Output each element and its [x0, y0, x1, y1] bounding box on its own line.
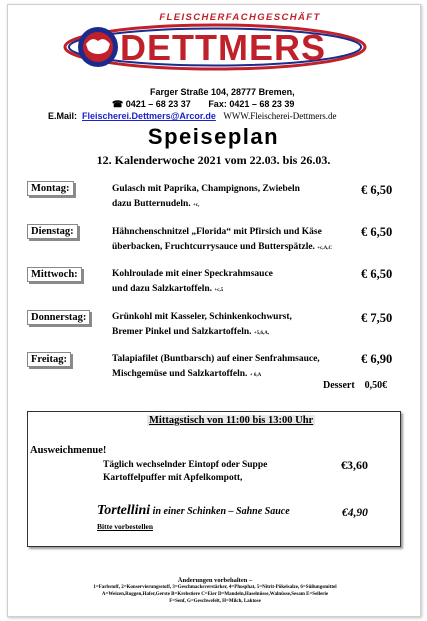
dish-price: € 6,50 — [361, 183, 393, 197]
phone-icon: ☎ — [112, 99, 124, 109]
contact-phone-row — [112, 99, 294, 110]
dettmers-logo — [60, 22, 370, 72]
dish-price: € 6,50 — [361, 225, 393, 239]
dish-price: € 6,90 — [361, 352, 393, 366]
dish-description: Talapiafilet (Buntbarsch) auf einer Senfrahmsauce, Mischgemüse und Salzkartoffeln. + 6,A — [112, 354, 320, 379]
address: Farger Straße 104, 28777 Bremen, — [150, 87, 295, 97]
alternative-menu-description: Täglich wechselnder Eintopf oder Suppe Kartoffelpuffer mit Apfelkompott, — [103, 460, 268, 483]
special-dish: Tortellini in einer Schinken – Sahne Sauce — [97, 503, 290, 518]
lunch-hours: Mittagstisch von 11:00 bis 13:00 Uhr — [149, 415, 314, 426]
dessert-price: 0,50€ — [364, 380, 388, 391]
week-range: 12. Kalenderwoche 2021 vom 22.03. bis 26.03. — [96, 153, 331, 167]
day-label: Mittwoch: — [27, 267, 82, 282]
dish-description: Kohlroulade mit einer Speckrahmsauce und dazu Salzkartoffeln. +c,5 — [112, 269, 273, 294]
dish-description: Grünkohl mit Kasseler, Schinkenkochwurst, Bremer Pinkel und Salzkartoffeln. +5,6,A, — [112, 312, 292, 337]
footer-allergens: A=Weizen,Roggen,Hafer,Gerste B=Krebstiere C=Eier D=Mandeln,Haselnüsse,Walnüsse,Sesam E=Sellerie — [101, 592, 329, 597]
footer-allergens-2: F=Senf, G=Geschwefelt, H=Milch, Laktose — [169, 599, 261, 604]
fax: Fax: 0421 – 68 23 39 — [208, 99, 295, 109]
alternative-menu-price: €3,60 — [341, 458, 368, 472]
page-title: Speiseplan — [147, 124, 280, 149]
footer-notice: Änderungen vorbehalten – — [177, 577, 253, 584]
contact-web-row — [48, 111, 337, 121]
brand-name: DETTMERS — [120, 27, 326, 68]
preorder-note: Bitte vorbestellen — [97, 522, 154, 531]
alternative-menu-title: Ausweichmenue! — [30, 445, 107, 456]
dish-price: € 6,50 — [361, 267, 393, 281]
logo-tagline: FLEISCHERFACHGESCHÄFT — [159, 12, 321, 23]
day-label: Donnerstag: — [27, 310, 90, 325]
website: WWW.Fleischerei-Dettmers.de — [223, 111, 337, 121]
special-dish-price: €4,90 — [342, 507, 368, 519]
dish-price: € 7,50 — [361, 311, 393, 325]
phone: 0421 – 68 23 37 — [125, 99, 191, 109]
dish-description: Gulasch mit Paprika, Champignons, Zwiebeln dazu Butternudeln. +c, — [112, 184, 300, 209]
dessert-row — [323, 380, 387, 391]
email-link[interactable]: Fleischerei.Dettmers@Arcor.de — [82, 111, 216, 121]
day-label: Freitag: — [27, 352, 71, 367]
day-label: Dienstag: — [27, 224, 78, 239]
dish-description: Hähnchenschnitzel „Florida“ mit Pfirsich und Käse überbacken, Fruchtcurrysauce und Butterspätzle. +c,A,C — [112, 227, 333, 252]
dessert-label: Dessert — [323, 380, 355, 391]
footer-additives: 1=Farbstoff, 2=Konservierungsstoff, 3=Geschmacksverstärker, 4=Phosphat, 5=Nitrit-Pökelsalze, 6=Süßungsmittel — [93, 585, 337, 590]
day-label: Montag: — [27, 181, 74, 196]
email-label: E.Mail: — [48, 111, 78, 121]
